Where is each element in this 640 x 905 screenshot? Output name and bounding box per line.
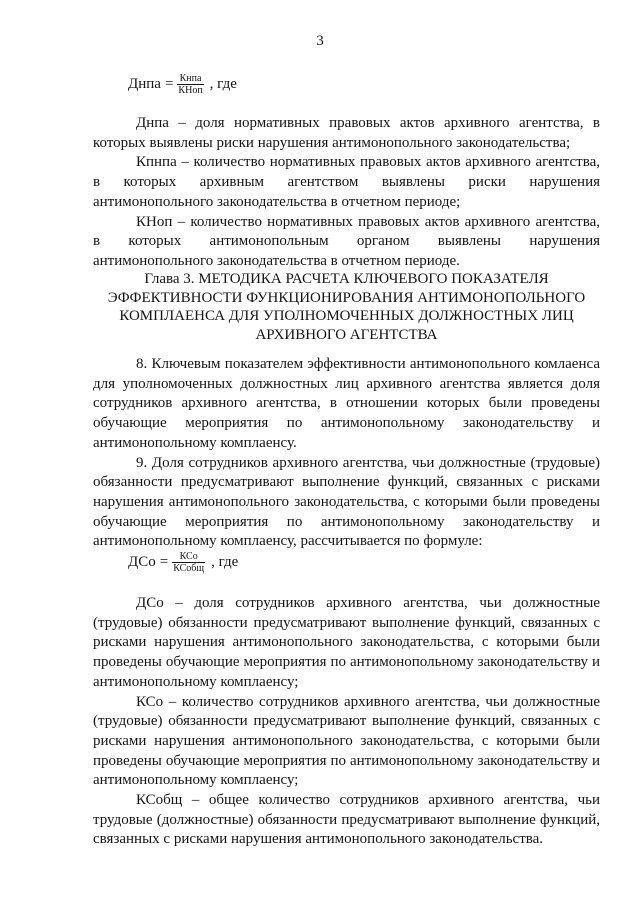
definition-paragraph: КСобщ – общее количество сотрудников архивного агентства, чьи трудовые (должностные) обязанности предусматривают выполнение функций, связанных с рисками нарушения антимонопольного законодательства.: [93, 792, 600, 848]
definition-paragraph: ДСо – доля сотрудников архивного агентства, чьи должностные (трудовые) обязанности предусматривают выполнение функций, связанных с рисками нарушения антимонопольного законодательства, с которыми были проведены обучающие мероприятия по антимонопольному законодательству и антимонопольному комплаенсу;: [93, 595, 600, 690]
definition-paragraph: Днпа – доля нормативных правовых актов архивного агентства, в которых выявлены риски нарушения антимонопольного законодательства;: [93, 115, 600, 151]
chapter-heading-line: КОМПЛАЕНСА ДЛЯ УПОЛНОМОЧЕННЫХ ДОЛЖНОСТНЫХ ЛИЦ: [119, 308, 574, 325]
fraction-numerator: Кнпа: [179, 73, 202, 84]
definition-paragraph: КНоп – количество нормативных правовых актов архивного агентства, в которых антимонопольным органом выявлены нарушения антимонопольного законодательства в отчетном периоде.: [93, 213, 600, 269]
body-paragraphs: [93, 355, 600, 552]
formula-lhs: Днпа: [128, 76, 161, 92]
page-number: 3: [316, 33, 324, 49]
fraction-denominator: КСобщ: [173, 563, 205, 574]
formula-where: , где: [209, 76, 237, 92]
formula-lhs: ДСо: [128, 554, 156, 570]
formula-fraction: [172, 551, 205, 574]
formula-dnpa: [128, 73, 237, 96]
definition-paragraph: Кпнпа – количество нормативных правовых актов архивного агентства, в которых архивным агентством выявлены риски нарушения антимонопольного законодательства в отчетном периоде;: [93, 154, 600, 210]
fraction-numerator: КСо: [179, 551, 198, 562]
chapter-heading-line: АРХИВНОГО АГЕНТСТВА: [255, 326, 438, 343]
formula-equals: =: [159, 554, 169, 570]
chapter-heading-line: Глава 3. МЕТОДИКА РАСЧЕТА КЛЮЧЕВОГО ПОКАЗАТЕЛЯ: [144, 271, 549, 287]
fraction-denominator: КНоп: [178, 85, 203, 96]
formula-fraction: [177, 73, 203, 96]
paragraph-8: 8. Ключевым показателем эффективности антимонопольного комлаенса для уполномоченных должностных лиц архивного агентства является доля сотрудников архивного агентства, в отношении которых были проведены обучающие мероприятия по антимонопольному законодательству и антимонопольному комплаенсу.: [93, 356, 600, 451]
paragraph-9: 9. Доля сотрудников архивного агентства, чьи должностные (трудовые) обязанности предусматривают выполнение функций, связанных с рисками нарушения антимонопольного законодательства, с которыми были проведены обучающие мероприятия по антимонопольному законодательству и антимонопольному комплаенсу, рассчитывается по формуле:: [93, 454, 600, 550]
definitions-block-1: [93, 114, 600, 272]
chapter-heading: [93, 270, 600, 344]
formula-equals: =: [164, 76, 174, 92]
definitions-block-2: [93, 594, 600, 850]
formula-dso: [128, 551, 238, 574]
definition-paragraph: КСо – количество сотрудников архивного агентства, чьи должностные (трудовые) обязанности предусматривают выполнение функций, связанных с рисками нарушения антимонопольного законодательства, с которыми были проведены обучающие мероприятия по антимонопольному законодательству и антимонопольному комплаенсу;: [93, 693, 600, 789]
formula-where: , где: [211, 554, 239, 570]
chapter-heading-line: ЭФФЕКТИВНОСТИ ФУНКЦИОНИРОВАНИЯ АНТИМОНОПОЛЬНОГО: [107, 289, 586, 306]
